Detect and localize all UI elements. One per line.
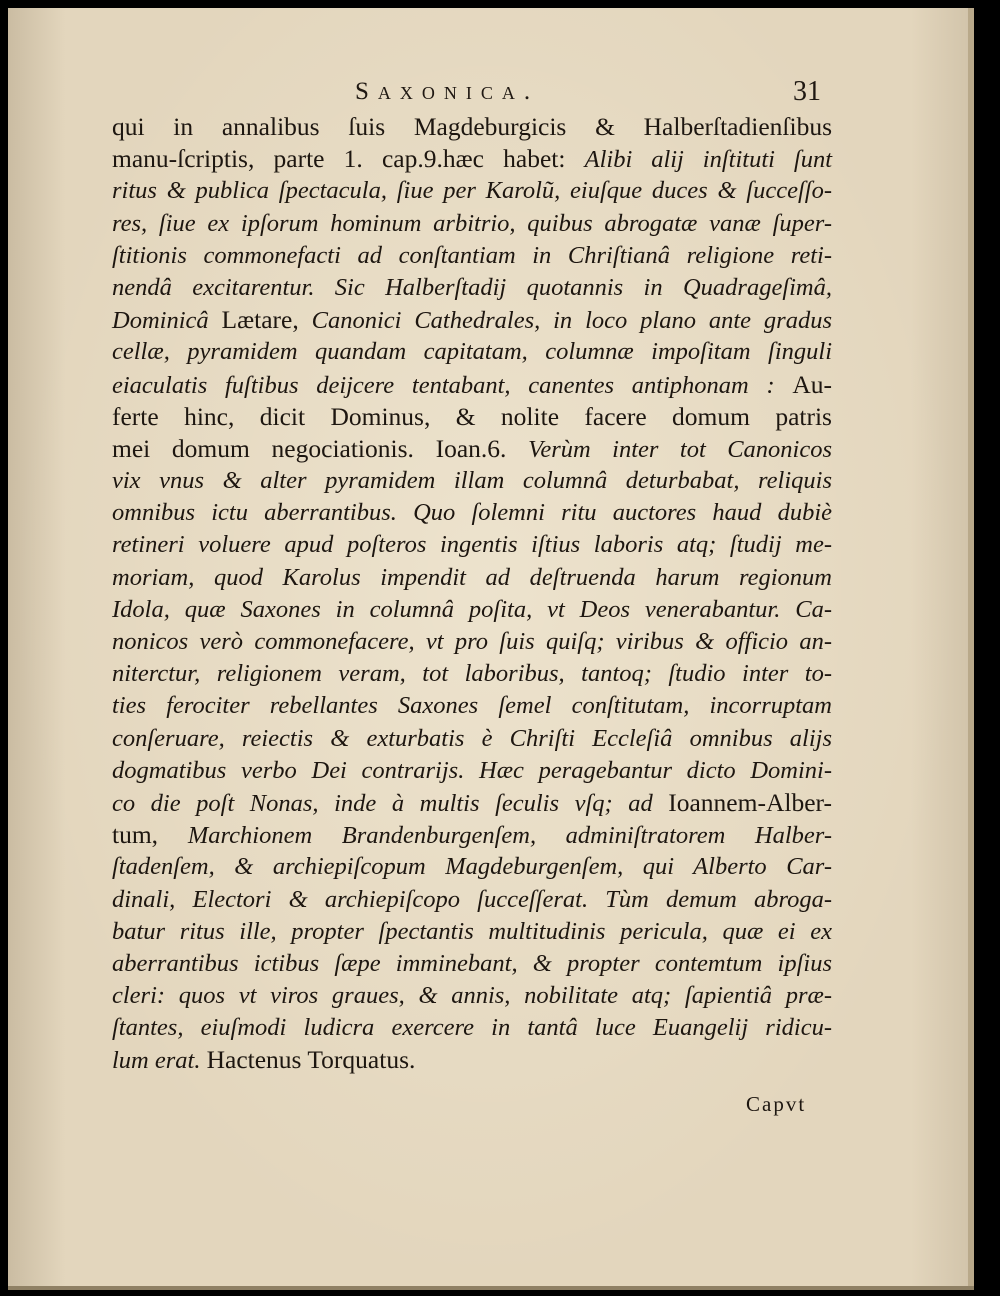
italic-segment: moriam, quod Karolus impendit ad deſtruenda harum regionum xyxy=(112,563,832,591)
page-number: 31 xyxy=(793,76,821,107)
italic-segment: aberrantibus ictibus ſæpe imminebant, & propter contemtum ipſius xyxy=(112,949,832,977)
text-line xyxy=(112,819,832,851)
text-line xyxy=(112,755,832,787)
italic-segment: omnibus ictu aberrantibus. Quo ſolemni ritu auctores haud dubiè xyxy=(112,499,832,527)
text-line xyxy=(112,626,832,658)
text-line xyxy=(112,980,832,1012)
text-line xyxy=(112,529,832,561)
page-header xyxy=(355,78,835,108)
text-line xyxy=(112,723,832,755)
roman-segment: qui in annalibus ſuis Magdeburgicis & Halberſtadienſibus xyxy=(112,112,832,141)
text-line xyxy=(112,272,832,304)
italic-segment: Idola, quæ Saxones in columnâ poſita, vt Deos venerabantur. Ca- xyxy=(112,595,832,623)
text-line xyxy=(112,851,832,883)
body-text xyxy=(112,111,832,1077)
text-line xyxy=(112,401,832,433)
italic-segment: lum erat. xyxy=(112,1047,207,1075)
italic-segment: co die poſt Nonas, inde à multis ſeculis vſq; ad xyxy=(112,789,669,817)
text-line xyxy=(112,562,832,594)
italic-segment: ſtitionis commonefacti ad conſtantiam in Chriſtianâ religione reti- xyxy=(112,241,832,269)
text-line xyxy=(112,143,832,175)
text-line xyxy=(112,690,832,722)
roman-segment: Au- xyxy=(792,369,832,399)
text-line xyxy=(112,304,832,336)
italic-segment: Marchionem Brandenburgenſem, adminiſtratorem Halber- xyxy=(187,822,833,850)
roman-segment: Ioannem-Alber- xyxy=(668,787,832,817)
italic-segment: ties ferociter rebellantes Saxones ſemel conſtitutam, incorruptam xyxy=(112,692,832,720)
text-line xyxy=(112,1012,832,1044)
text-line xyxy=(112,594,832,626)
italic-segment: ſtadenſem, & archiepiſcopum Magdeburgenſem, qui Alberto Car- xyxy=(112,853,832,881)
italic-segment: cleri: quos vt viros graues, & annis, nobilitate atq; ſapientiâ præ- xyxy=(112,982,832,1010)
text-line xyxy=(112,433,832,465)
roman-segment: ferte hinc, dicit Dominus, & nolite facere domum patris xyxy=(112,401,832,431)
italic-segment: niterctur, religionem veram, tot laboribus, tantoq; ſtudio inter to- xyxy=(112,660,832,688)
italic-segment: cellæ, pyramidem quandam capitatam, columnæ impoſitam ſinguli xyxy=(112,338,832,366)
text-line xyxy=(112,369,832,401)
text-line xyxy=(112,497,832,529)
text-line xyxy=(112,787,832,819)
text-line xyxy=(112,175,832,207)
text-line xyxy=(112,240,832,272)
roman-segment: manu-ſcriptis, parte 1. cap.9.hæc habet: xyxy=(112,144,585,174)
italic-segment: batur ritus ille, propter ſpectantis multitudinis pericula, quæ ei ex xyxy=(112,917,832,945)
roman-segment: Lætare, xyxy=(221,305,299,335)
italic-segment: retineri voluere apud poſteros ingentis iſtius laboris atq; ſtudij me- xyxy=(112,531,832,559)
text-line xyxy=(112,336,832,368)
italic-segment: nonicos verò commonefacere, vt pro ſuis quiſq; viribus & officio an- xyxy=(112,628,832,655)
roman-segment: mei domum negociationis. Ioan.6. xyxy=(112,433,529,463)
italic-segment: res, ſiue ex ipſorum hominum arbitrio, quibus abrogatæ vanæ ſuper- xyxy=(112,209,832,237)
roman-segment: Hactenus Torquatus. xyxy=(206,1045,416,1075)
text-line xyxy=(112,658,832,690)
italic-segment: Dominicâ xyxy=(112,307,222,335)
text-line xyxy=(112,1044,832,1076)
italic-segment: dogmatibus verbo Dei contrarijs. Hæc peragebantur dicto Domini- xyxy=(112,756,832,784)
text-line xyxy=(112,948,832,980)
text-line xyxy=(112,111,832,143)
text-line xyxy=(112,208,832,240)
italic-segment: Canonici Cathedrales, in loco plano ante gradus xyxy=(298,307,833,335)
running-title: Saxonica. xyxy=(355,78,540,105)
italic-segment: Verùm inter tot Canonicos xyxy=(528,435,833,463)
text-line xyxy=(112,916,832,948)
italic-segment: vix vnus & alter pyramidem illam columnâ deturbabat, reliquis xyxy=(112,467,832,495)
italic-segment: eiaculatis fuſtibus deijcere tentabant, canentes antiphonam : xyxy=(112,371,793,399)
italic-segment: conſeruare, reiectis & exturbatis è Chriſti Eccleſiâ omnibus alijs xyxy=(112,724,832,752)
italic-segment: nendâ excitarentur. Sic Halberſtadij quotannis in Quadrageſimâ, xyxy=(112,273,832,301)
italic-segment: dinali, Electori & archiepiſcopo ſucceſſerat. Tùm demum abroga- xyxy=(112,885,832,913)
italic-segment: ritus & publica ſpectacula, ſiue per Karolũ, eiuſque duces & ſucceſſo- xyxy=(112,177,832,205)
catchword: Capvt xyxy=(746,1092,807,1116)
italic-segment: Alibi alij inſtituti ſunt xyxy=(584,146,832,174)
text-line xyxy=(112,465,832,497)
italic-segment: ſtantes, eiuſmodi ludicra exercere in tantâ luce Euangelij ridicu- xyxy=(112,1014,832,1042)
roman-segment: tum, xyxy=(112,820,188,850)
text-line xyxy=(112,884,832,916)
page-edge-right xyxy=(968,8,974,1288)
page-edge-bottom xyxy=(8,1286,974,1290)
